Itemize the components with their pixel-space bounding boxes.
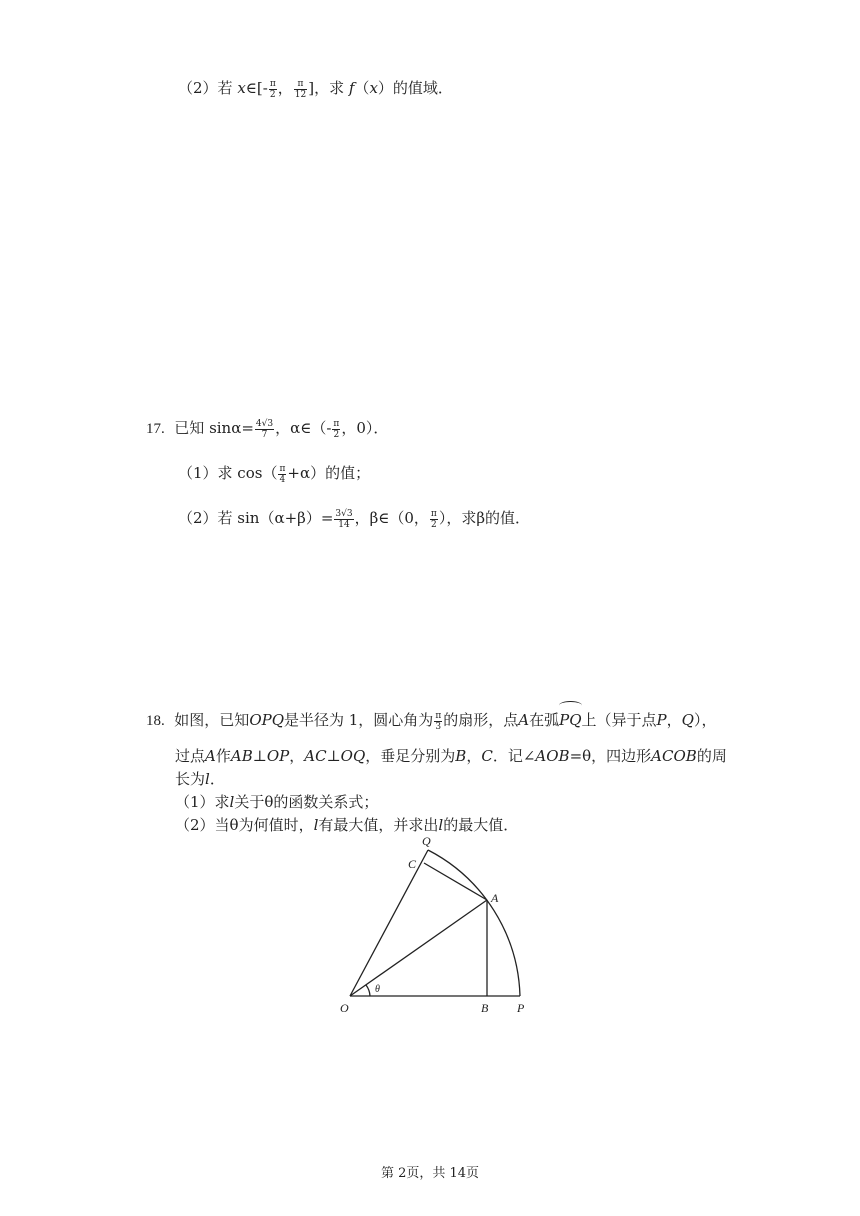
question-number: 18.	[146, 713, 165, 729]
q18-part1: （1）求l关于θ的函数关系式；	[175, 793, 379, 811]
label-theta: θ	[375, 984, 380, 995]
label-C: C	[408, 857, 417, 871]
segment-OA	[350, 900, 487, 996]
question-number: 17.	[146, 421, 165, 437]
q18-part2: （2）当θ为何值时，l有最大值，并求出l的最大值．	[175, 816, 519, 834]
q18-line3: 长为l．	[175, 770, 225, 788]
segment-OQ	[350, 850, 428, 996]
q17-part1: （1）求 cos（ $\frac{\pi}{4}$ +α）的值；	[178, 463, 371, 485]
fraction: $\frac{\pi}{2}$	[333, 418, 340, 440]
label-B: B	[481, 1001, 489, 1015]
label-O: O	[340, 1001, 349, 1015]
page-footer: 第 2页，共 14页	[380, 1166, 480, 1181]
fraction: $\frac{\pi}{3}$	[435, 710, 442, 732]
sector-figure	[330, 830, 540, 1020]
fraction: $\frac{\pi}{2}$	[430, 508, 437, 530]
fraction: $\frac{3√3}{14}$	[335, 508, 353, 530]
q18-line1: 18. 如图，已知OPQ是半径为 1，圆心角为 $\frac{\pi}{3}$ 的扇形，点A在弧 PQ上（异于点P，Q），	[146, 710, 716, 732]
fraction: $\frac{\pi}{12}$	[294, 78, 307, 100]
arc-PQ	[428, 850, 520, 996]
q17-stem: 17. 已知 sinα= $\frac{4√3}{7}$ ，α∈（- $\frac{\pi}{2}$ ，0）．	[146, 418, 389, 440]
label-Q: Q	[422, 834, 431, 848]
q17-part2: （2）若 sin（α+β）= $\frac{3√3}{14}$ ，β∈（0， $\frac{\pi}{2}$ ），求β的值．	[178, 508, 531, 530]
fraction: $\frac{\pi}{2}$	[269, 78, 276, 100]
q16-part2: （2）若 x∈[- $\frac{\pi}{2}$ ， $\frac{\pi}{12}$ ]，求 f（x）的值域．	[178, 78, 453, 100]
segment-AC	[424, 863, 487, 900]
q18-line2: 过点A作AB⊥OP，AC⊥OQ，垂足分别为B，C．记∠AOB=θ，四边形ACOB的周	[175, 747, 727, 765]
arc-symbol: PQ	[559, 710, 581, 730]
label-A: A	[491, 891, 499, 905]
fraction: $\frac{\pi}{4}$	[279, 463, 286, 485]
label-P: P	[517, 1001, 525, 1015]
fraction: $\frac{4√3}{7}$	[255, 418, 274, 440]
angle-theta-arc	[366, 985, 370, 996]
